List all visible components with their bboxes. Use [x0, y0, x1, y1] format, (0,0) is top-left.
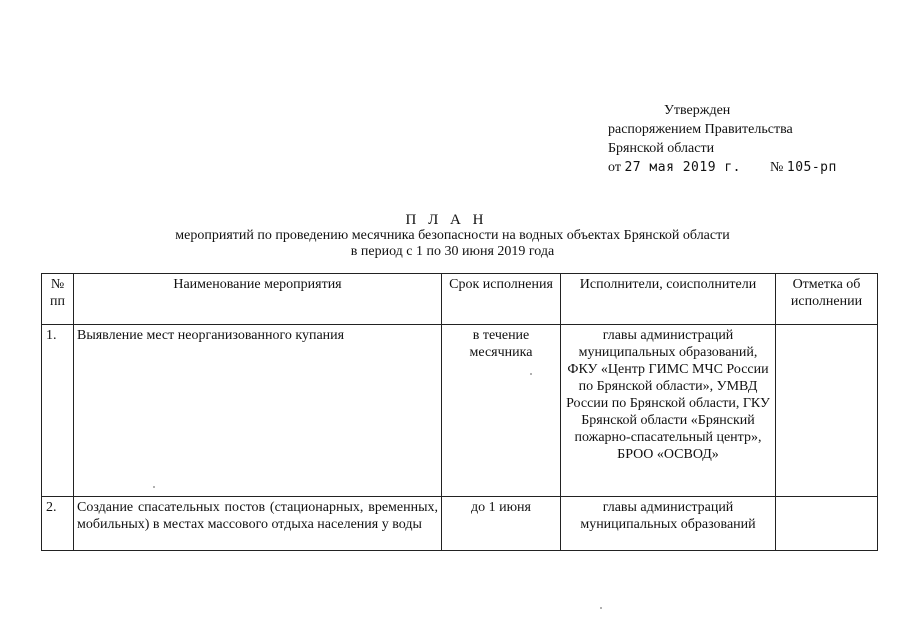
header-executors: Исполнители, соисполнители: [561, 274, 776, 325]
table-header-row: [42, 274, 878, 325]
row-executors: главы администраций муниципальных образований: [561, 497, 776, 551]
row-executors: главы администраций муниципальных образований, ФКУ «Центр ГИМС МЧС России по Брянской области», УМВД России по Брянской области, ГКУ Брянской области «Брянский пожарно-спасательный центр», БРОО «ОСВОД»: [561, 325, 776, 497]
header-num: № пп: [42, 274, 74, 325]
row-name: Выявление мест неорганизованного купания: [74, 325, 442, 497]
row-num: 1.: [42, 325, 74, 497]
row-deadline: в течение месячника: [442, 325, 561, 497]
header-deadline: Срок исполнения: [442, 274, 561, 325]
row-deadline: до 1 июня: [442, 497, 561, 551]
scan-speck: [530, 373, 532, 375]
approval-region: Брянской области: [608, 141, 715, 156]
row-mark: [776, 325, 878, 497]
plan-table: [41, 273, 878, 551]
plan-subtitle: мероприятий по проведению месячника безопасности на водных объектах Брянской области: [175, 228, 730, 243]
plan-heading: П Л А Н: [405, 212, 488, 228]
header-mark: Отметка об исполнении: [776, 274, 878, 325]
approval-number: 105-рп: [786, 160, 837, 175]
scan-speck: [153, 486, 155, 488]
approval-authority: распоряжением Правительства: [608, 122, 793, 137]
approval-date-line: [608, 158, 868, 177]
plan-period: в период с 1 по 30 июня 2019 года: [350, 244, 555, 259]
approval-date: 27 мая 2019 г.: [624, 160, 742, 175]
approval-stamp: [608, 101, 868, 177]
table-row: [42, 497, 878, 551]
row-name: Создание спасательных постов (стационарных, временных, мобильных) в местах массового отдыха населения у воды: [74, 497, 442, 551]
row-mark: [776, 497, 878, 551]
document-title: [0, 212, 905, 260]
row-num: 2.: [42, 497, 74, 551]
approval-title: Утвержден: [664, 103, 731, 118]
table-row: [42, 325, 878, 497]
scan-speck: [600, 607, 602, 609]
approval-date-prefix: от: [608, 160, 621, 175]
approval-number-prefix: №: [770, 160, 784, 175]
header-name: Наименование мероприятия: [74, 274, 442, 325]
